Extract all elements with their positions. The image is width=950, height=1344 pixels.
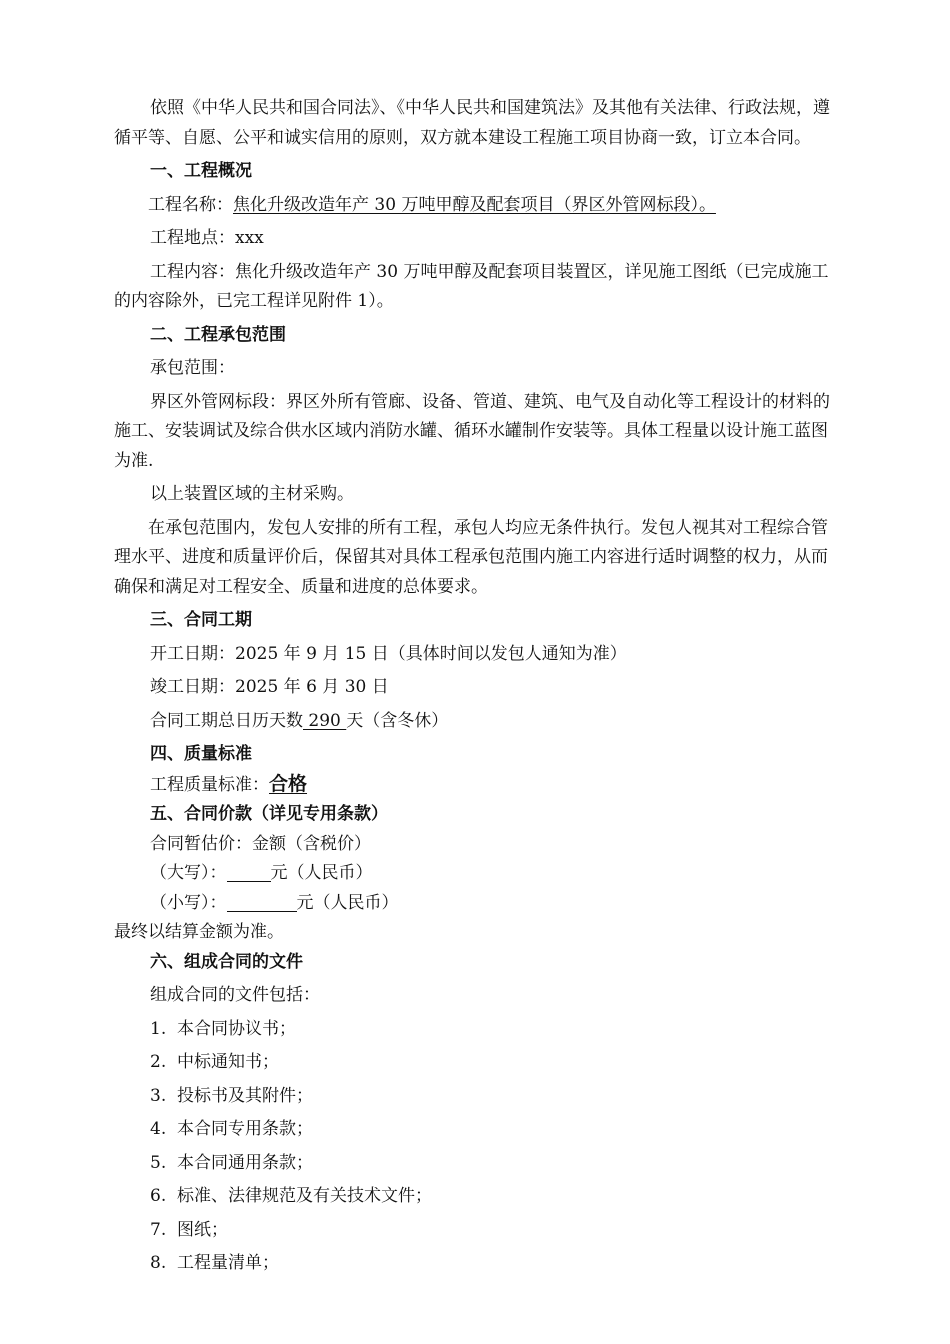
- lower-amount-prefix: （小写）：: [150, 892, 227, 913]
- document-item: 7. 图纸；: [150, 1219, 229, 1240]
- section-1-heading: 一、工程概况: [150, 161, 252, 181]
- final-amount-note: 最终以结算金额为准。: [114, 922, 284, 942]
- lower-amount-suffix: 元（人民币）: [296, 892, 399, 913]
- project-content: 工程内容：焦化升级改造年产 30 万吨甲醇及配套项目装置区，详见施工图纸（已完成施工的内容除外，已完工程详见附件 1）。: [114, 261, 829, 311]
- document-item: 1. 本合同协议书；: [150, 1018, 297, 1039]
- total-days-line: [114, 707, 840, 737]
- estimate-line: 合同暂估价：金额（含税价）: [150, 833, 371, 854]
- document-item: 3. 投标书及其附件；: [150, 1085, 314, 1106]
- section-4-heading: 四、质量标准: [150, 744, 252, 764]
- intro-paragraph: 依照《中华人民共和国合同法》、《中华人民共和国建筑法》及其他有关法律、行政法规，遵循平等、自愿、公平和诚实信用的原则，双方就本建设工程施工项目协商一致，订立本合同。: [114, 98, 830, 148]
- document-item: 5. 本合同通用条款；: [150, 1152, 314, 1173]
- document-item: 8. 工程量清单；: [150, 1253, 280, 1273]
- section-3-heading: 三、合同工期: [150, 610, 252, 630]
- total-days-value: 290: [303, 710, 347, 731]
- lower-amount-blank[interactable]: [227, 891, 297, 912]
- materials-text: 以上装置区域的主材采购。: [150, 484, 354, 504]
- project-location-label: 工程地点：: [150, 228, 235, 248]
- section-5-heading: 五、合同价款（详见专用条款）: [150, 804, 388, 824]
- scope-label: 承包范围：: [150, 358, 235, 378]
- lower-amount-line: [114, 889, 840, 919]
- quality-line: [114, 770, 840, 801]
- scope-text: 界区外管网标段：界区外所有管廊、设备、管道、建筑、电气及自动化等工程设计的材料的施工、安装调试及综合供水区域内消防水罐、循环水罐制作安装等。具体工程量以设计施工蓝图为准.: [114, 391, 830, 471]
- start-date: 开工日期：2025 年 9 月 15 日（具体时间以发包人通知为准）: [150, 643, 627, 664]
- upper-amount-blank[interactable]: [227, 861, 271, 882]
- upper-amount-prefix: （大写）：: [150, 863, 227, 883]
- upper-amount-suffix: 元（人民币）: [270, 863, 373, 883]
- total-days-suffix: 天（含冬休）: [346, 710, 449, 731]
- end-date: 竣工日期：2025 年 6 月 30 日: [150, 677, 389, 697]
- total-days-prefix: 合同工期总日历天数: [150, 710, 303, 731]
- quality-label: 工程质量标准：: [150, 774, 269, 795]
- project-location-value: xxx: [235, 228, 264, 248]
- document-item: 2. 中标通知书；: [150, 1052, 280, 1072]
- document-item: 4. 本合同专用条款；: [150, 1119, 314, 1139]
- project-name-value: 焦化升级改造年产 30 万吨甲醇及配套项目（界区外管网标段）。: [233, 194, 716, 215]
- project-location-line: [114, 224, 840, 254]
- contract-page: [114, 94, 840, 1279]
- project-name-label: 工程名称：: [148, 194, 233, 215]
- section-2-heading: 二、工程承包范围: [150, 324, 286, 345]
- documents-intro: 组成合同的文件包括：: [150, 985, 320, 1005]
- quality-value: 合格: [269, 772, 308, 795]
- upper-amount-line: [114, 859, 840, 889]
- document-item: 6. 标准、法律规范及有关技术文件；: [150, 1186, 433, 1206]
- section-6-heading: 六、组成合同的文件: [150, 951, 303, 972]
- adjust-text: 在承包范围内，发包人安排的所有工程，承包人均应无条件执行。发包人视其对工程综合管理水平、进度和质量评价后，保留其对具体工程承包范围内施工内容进行适时调整的权力，从而确保和满足对工程安全、质量和进度的总体要求。: [114, 517, 828, 597]
- project-name-line: [114, 191, 840, 221]
